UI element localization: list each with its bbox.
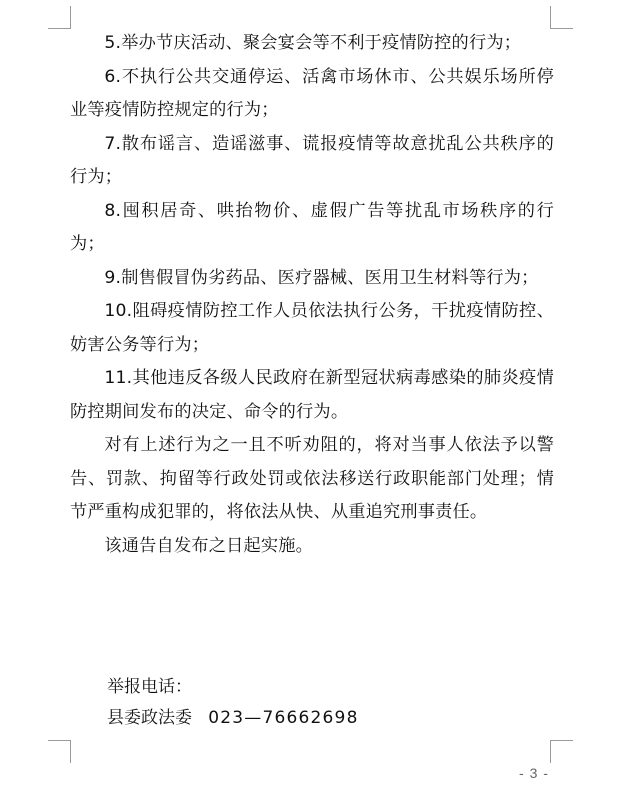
paragraph-item-11: 11.其他违反各级人民政府在新型冠状病毒感染的肺炎疫情防控期间发布的决定、命令的行为。 <box>70 368 554 422</box>
paragraph-item-8: 8.囤积居奇、哄抬物价、虚假广告等扰乱市场秩序的行为； <box>70 200 554 254</box>
crop-mark-bottom-right <box>550 740 573 763</box>
report-contact-line <box>107 706 359 730</box>
crop-mark-top-right <box>550 6 573 29</box>
paragraph-penalty: 对有上述行为之一且不听劝阻的，将对当事人依法予以警告、罚款、拘留等行政处罚或依法移送行政职能部门处理；情节严重构成犯罪的，将依法从快、从重追究刑事责任。 <box>70 435 554 522</box>
page-number: - 3 - <box>519 765 549 781</box>
paragraph-item-5: 5.举办节庆活动、聚会宴会等不利于疫情防控的行为； <box>104 33 522 53</box>
report-phone-label: 举报电话： <box>107 677 192 697</box>
paragraph-item-7: 7.散布谣言、造谣滋事、谎报疫情等故意扰乱公共秩序的行为； <box>70 133 554 187</box>
crop-mark-top-left <box>48 6 71 29</box>
paragraph-effective-date: 该通告自发布之日起实施。 <box>104 535 314 556</box>
document-body <box>70 27 554 563</box>
crop-mark-bottom-left <box>48 740 71 763</box>
paragraph-item-10: 10.阻碍疫情防控工作人员依法执行公务，干扰疫情防控、妨害公务等行为； <box>70 301 554 355</box>
contact-org: 县委政法委 <box>107 708 192 728</box>
paragraph-item-9: 9.制售假冒伪劣药品、医疗器械、医用卫生材料等行为； <box>104 267 539 288</box>
contact-phone: 023—76662698 <box>208 708 359 728</box>
paragraph-item-6: 6.不执行公共交通停运、活禽市场休市、公共娱乐场所停业等疫情防控规定的行为； <box>70 66 554 120</box>
